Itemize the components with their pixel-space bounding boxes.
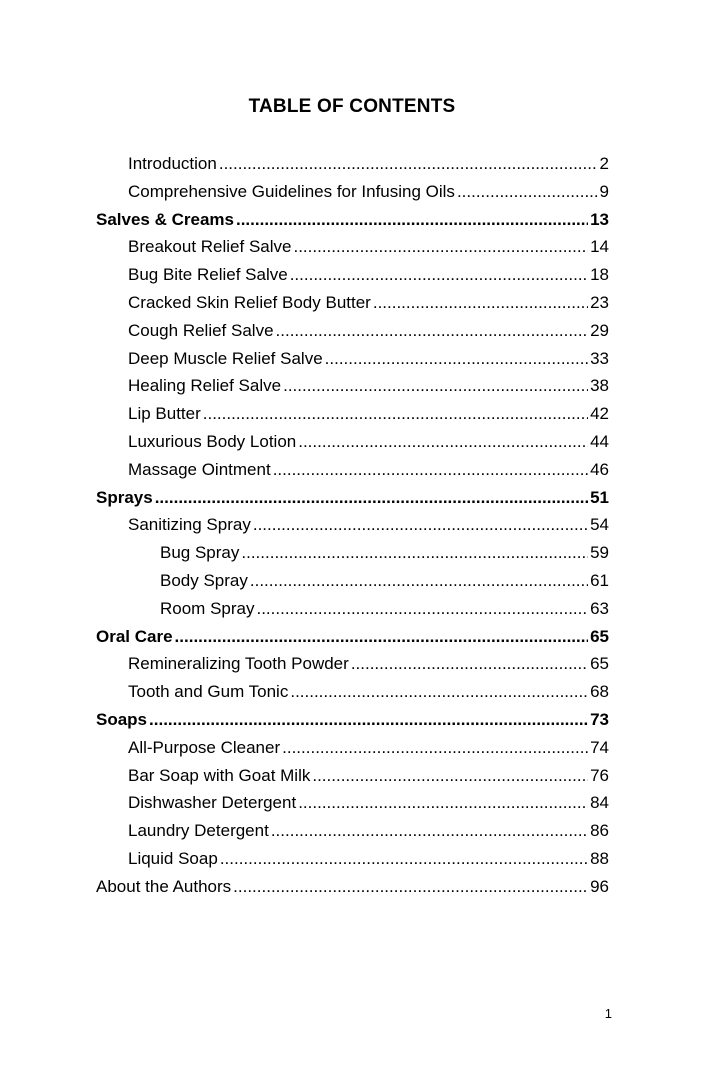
toc-entry-page: 46 (590, 459, 609, 479)
dot-leader (253, 511, 588, 539)
toc-entry-page: 76 (590, 765, 609, 785)
toc-entry-page: 59 (590, 543, 609, 563)
toc-entry (96, 428, 609, 456)
toc-entry-label: About the Authors (96, 876, 232, 896)
toc-entry-page: 84 (590, 793, 609, 813)
toc-entry-page: 61 (590, 570, 609, 590)
dot-leader (325, 345, 588, 373)
dot-leader (155, 484, 588, 512)
toc-entry-label: Bar Soap with Goat Milk (128, 765, 311, 785)
toc-entry-page: 38 (590, 376, 609, 396)
toc-entry-page: 13 (590, 209, 609, 229)
toc-entry-page: 88 (590, 848, 609, 868)
dot-leader (175, 623, 589, 651)
toc-entry-page: 63 (590, 598, 609, 618)
toc-entry-label: Deep Muscle Relief Salve (128, 348, 323, 368)
toc-entry-label: Cracked Skin Relief Body Butter (128, 292, 371, 312)
dot-leader (203, 400, 588, 428)
toc-section-entry (96, 706, 609, 734)
toc-entry-page: 14 (590, 237, 609, 257)
toc-entry-label: All-Purpose Cleaner (128, 737, 281, 757)
toc-entry (96, 595, 609, 623)
dot-leader (373, 289, 588, 317)
dot-leader (220, 845, 588, 873)
toc-entry-page: 9 (599, 181, 609, 201)
toc-entry-label: Soaps (96, 709, 148, 729)
toc-entry-label: Salves & Creams (96, 209, 234, 229)
toc-entry (96, 789, 609, 817)
toc-entry (96, 845, 609, 873)
toc-entry-label: Healing Relief Salve (128, 376, 282, 396)
dot-leader (276, 317, 589, 345)
dot-leader (290, 261, 588, 289)
dot-leader (457, 178, 598, 206)
table-of-contents (96, 150, 609, 901)
toc-entry-label: Liquid Soap (128, 848, 218, 868)
toc-entry (96, 456, 609, 484)
toc-entry (96, 345, 609, 373)
dot-leader (219, 150, 598, 178)
toc-entry-page: 18 (590, 265, 609, 285)
toc-entry (96, 539, 609, 567)
dot-leader (282, 734, 588, 762)
toc-entry-page: 33 (590, 348, 609, 368)
toc-entry (96, 289, 609, 317)
toc-entry (96, 261, 609, 289)
toc-entry-page: 68 (590, 682, 609, 702)
toc-entry-page: 51 (590, 487, 609, 507)
toc-entry (96, 372, 609, 400)
toc-entry-label: Tooth and Gum Tonic (128, 682, 289, 702)
page-number: 1 (604, 1006, 612, 1021)
toc-entry-page: 54 (590, 515, 609, 535)
toc-entry-page: 2 (599, 154, 609, 173)
toc-entry-page: 65 (590, 654, 609, 674)
dot-leader (149, 706, 588, 734)
toc-entry (96, 678, 609, 706)
dot-leader (293, 233, 588, 261)
toc-entry-label: Introduction (128, 154, 217, 173)
dot-leader (271, 817, 588, 845)
dot-leader (250, 567, 588, 595)
toc-entry-label: Sanitizing Spray (128, 515, 251, 535)
toc-entry-page: 23 (590, 292, 609, 312)
toc-entry-page: 86 (590, 821, 609, 841)
dot-leader (290, 678, 588, 706)
toc-entry-page: 29 (590, 320, 609, 340)
toc-entry-label: Cough Relief Salve (128, 320, 274, 340)
toc-entry-page: 42 (590, 404, 609, 424)
toc-entry-label: Luxurious Body Lotion (128, 431, 297, 451)
toc-entry-label: Massage Ointment (128, 459, 271, 479)
toc-entry-label: Dishwasher Detergent (128, 793, 297, 813)
toc-entry (96, 178, 609, 206)
dot-leader (233, 873, 588, 901)
dot-leader (273, 456, 588, 484)
toc-entry (96, 400, 609, 428)
dot-leader (298, 789, 588, 817)
toc-entry-label: Comprehensive Guidelines for Infusing Oils (128, 181, 455, 201)
dot-leader (236, 206, 588, 234)
toc-entry (96, 567, 609, 595)
toc-section-entry (96, 206, 609, 234)
dot-leader (312, 762, 588, 790)
toc-entry (96, 762, 609, 790)
toc-section-entry (96, 623, 609, 651)
toc-entry-label: Body Spray (160, 570, 248, 590)
toc-entry (96, 317, 609, 345)
toc-entry-page: 44 (590, 431, 609, 451)
toc-entry-page: 65 (590, 626, 609, 646)
toc-section-entry (96, 873, 609, 901)
toc-entry (96, 233, 609, 261)
toc-entry-page: 73 (590, 709, 609, 729)
toc-entry-page: 96 (590, 876, 609, 896)
toc-entry-label: Oral Care (96, 626, 173, 646)
toc-entry-label: Lip Butter (128, 404, 201, 424)
toc-entry (96, 817, 609, 845)
toc-entry-label: Breakout Relief Salve (128, 237, 292, 257)
toc-entry-label: Room Spray (160, 598, 255, 618)
dot-leader (241, 539, 588, 567)
toc-entry-label: Remineralizing Tooth Powder (128, 654, 349, 674)
toc-entry-label: Sprays (96, 487, 153, 507)
toc-entry (96, 734, 609, 762)
toc-entry (96, 650, 609, 678)
toc-entry (96, 511, 609, 539)
dot-leader (256, 595, 588, 623)
dot-leader (298, 428, 588, 456)
dot-leader (283, 372, 588, 400)
toc-entry (96, 150, 609, 178)
page-title: TABLE OF CONTENTS (248, 96, 456, 117)
toc-entry-label: Laundry Detergent (128, 821, 269, 841)
toc-section-entry (96, 484, 609, 512)
toc-entry-page: 74 (590, 737, 609, 757)
toc-entry-label: Bug Spray (160, 543, 240, 563)
toc-entry-label: Bug Bite Relief Salve (128, 265, 288, 285)
dot-leader (351, 650, 588, 678)
